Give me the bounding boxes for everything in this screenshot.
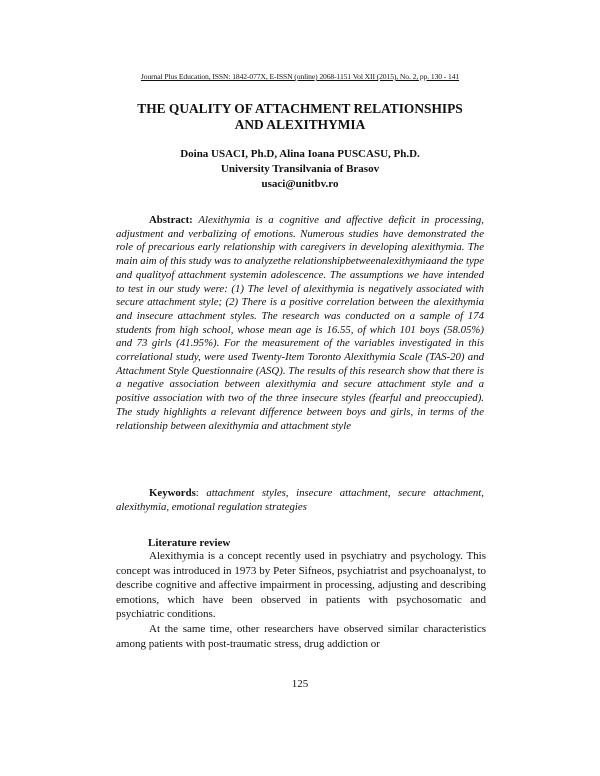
- section-heading-literature-review: Literature review: [148, 537, 231, 549]
- author-email: usaci@unitbv.ro: [261, 178, 339, 190]
- page-number: 125: [291, 678, 309, 690]
- keywords-label: Keywords: [149, 487, 196, 499]
- literature-review-paragraph-1: Alexithymia is a concept recently used in psychiatry and psychology. This concept was introduced in 1973 by Peter Sifneos, psychiatrist and psychoanalyst, to describe cognitive and affective impairment in processing, adjusting and describing emotions, which have been observed in patients with psychosomatic and psychiatric conditions.: [116, 550, 486, 621]
- abstract-text: Alexithymia is a cognitive and affective deficit in processing, adjustment and verbalizing of emotions. Numerous studies have demonstrated the role of precarious early relationship with caregivers in developing alexithymia. The main aim of this study was to analyzethe relationshipbetweenalexithymiaand the type and qualityof attachment systemin adolescence. The assumptions we have intended to test in our study were: (1) The level of alexithymia is negatively associated with secure attachment style; (2) There is a positive correlation between the alexithymia and insecure attachment styles. The research was conducted on a sample of 174 students from high school, whose mean age is 16.55, of which 101 boys (58.05%) and 73 girls (41.95%). For the measurement of the variables investigated in this correlational study, were used Twenty-Item Toronto Alexithymia Scale (TAS-20) and Attachment Style Questionnaire (ASQ). The results of this research show that there is a negative association between alexithymia and secure attachment style and a positive association with two of the three insecure styles (fearful and preoccupied). The study highlights a relevant difference between boys and girls, in terms of the relationship between alexithymia and attachment style: [116, 214, 484, 432]
- paper-title-line-1: THE QUALITY OF ATTACHMENT RELATIONSHIPS: [137, 101, 463, 116]
- paper-title: [80, 101, 520, 133]
- keywords-text: attachment styles, insecure attachment, secure attachment, alexithymia, emotional regulation strategies: [116, 487, 484, 513]
- keywords-separator: :: [195, 487, 199, 499]
- keywords: [116, 486, 484, 514]
- author-names: Doina USACI, Ph.D, Alina Ioana PUSCASU, Ph.D.: [180, 148, 420, 160]
- abstract: [116, 214, 484, 433]
- abstract-label: Abstract:: [149, 214, 193, 226]
- author-block: [80, 147, 520, 192]
- paper-title-line-2: AND ALEXITHYMIA: [234, 117, 366, 132]
- literature-review-paragraph-2: At the same time, other researchers have observed similar characteristics among patients with post-traumatic stress, drug addiction or: [116, 622, 486, 650]
- literature-review-body: [116, 549, 486, 651]
- journal-citation-header: Journal Plus Education, ISSN: 1842-077X, E-ISSN (online) 2068-1151 Vol XII (2015), No. 2, pp. 130 - 141: [140, 72, 460, 81]
- author-affiliation: University Transilvania of Brasov: [220, 163, 380, 175]
